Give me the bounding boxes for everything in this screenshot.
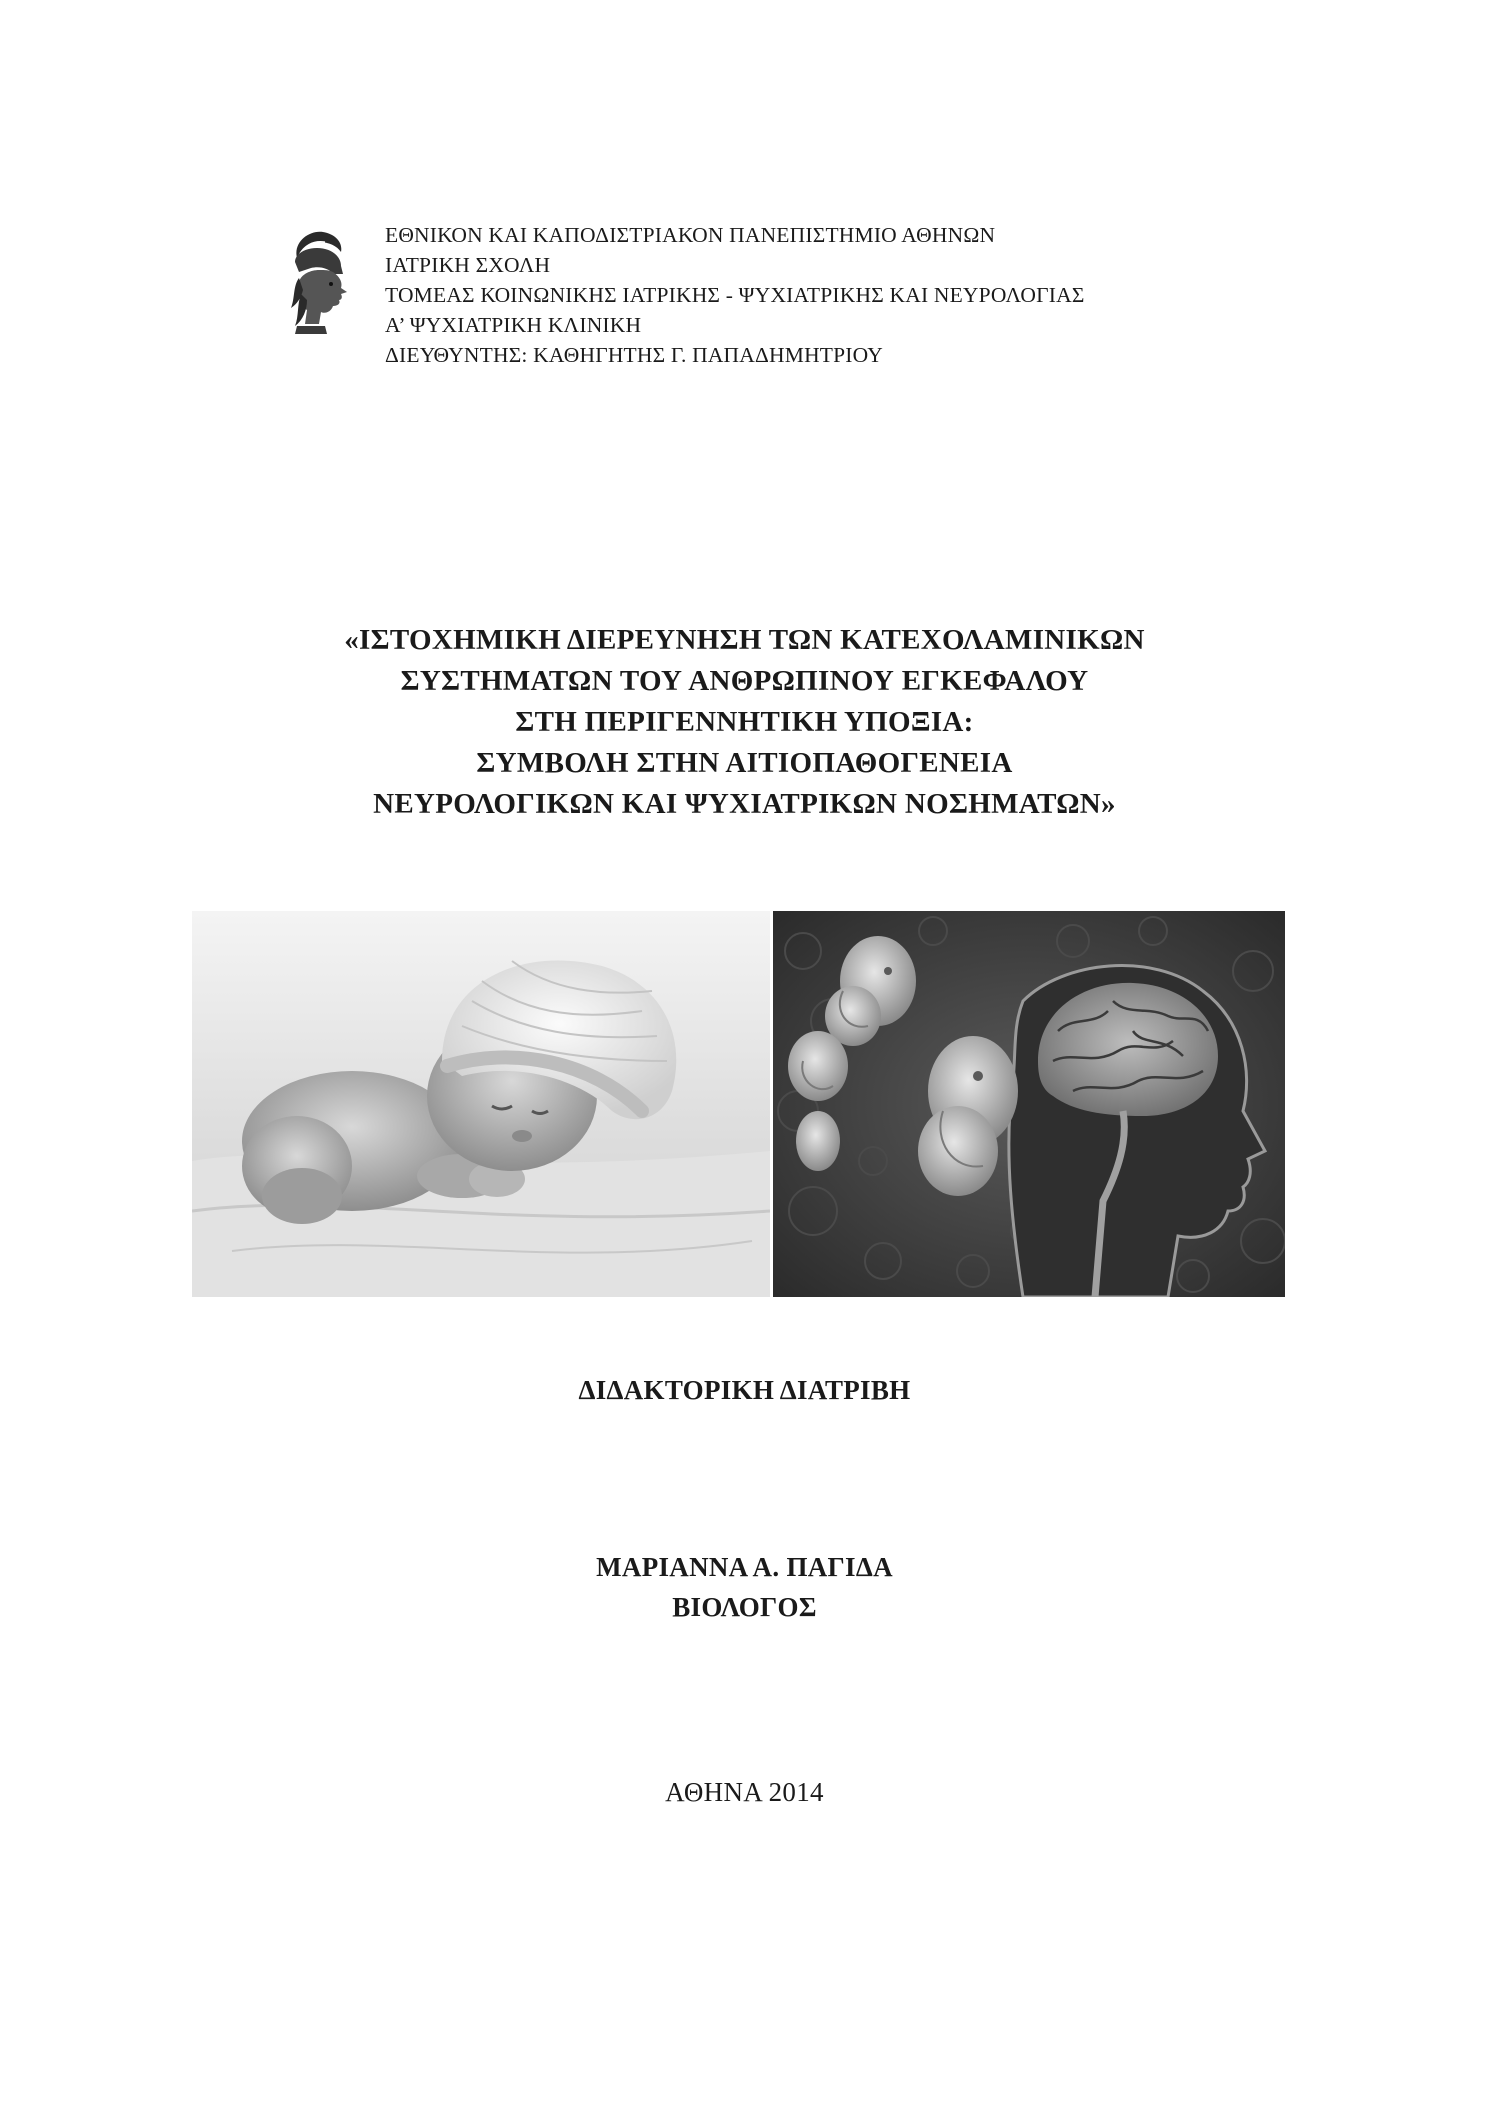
director-line: ΔΙΕΥΘΥΝΤΗΣ: ΚΑΘΗΓΗΤΗΣ Γ. ΠΑΠΑΔΗΜΗΤΡΙΟΥ [385,343,884,367]
university-name: ΕΘΝΙΚΟΝ ΚΑΙ ΚΑΠΟΔΙΣΤΡΙΑΚΟΝ ΠΑΝΕΠΙΣΤΗΜΙΟ ΑΘΗΝΩΝ [385,223,996,247]
author-name: ΜΑΡΙΑΝΝΑ Α. ΠΑΓΙΔΑ [596,1552,893,1582]
title-line: ΝΕΥΡΟΛΟΓΙΚΩΝ ΚΑΙ ΨΥΧΙΑΤΡΙΚΩΝ ΝΟΣΗΜΑΤΩΝ» [373,788,1116,820]
athena-head-logo-icon [283,228,355,336]
title-line: ΣΥΜΒΟΛΗ ΣΤΗΝ ΑΙΤΙΟΠΑΘΟΓΕΝΕΙΑ [476,747,1013,779]
title-line: ΣΤΗ ΠΕΡΙΓΕΝΝΗΤΙΚΗ ΥΠΟΞΙΑ: [515,706,974,738]
title-line: «ΙΣΤΟΧΗΜΙΚΗ ΔΙΕΡΕΥΝΗΣΗ ΤΩΝ ΚΑΤΕΧΟΛΑΜΙΝΙΚΩΝ [344,624,1145,656]
title-line: ΣΥΣΤΗΜΑΤΩΝ ΤΟΥ ΑΝΘΡΩΠΙΝΟΥ ΕΓΚΕΦΑΛΟΥ [400,665,1089,697]
department-name: ΤΟΜΕΑΣ ΚΟΙΝΩΝΙΚΗΣ ΙΑΤΡΙΚΗΣ - ΨΥΧΙΑΤΡΙΚΗΣ ΚΑΙ ΝΕΥΡΟΛΟΓΙΑΣ [385,283,1085,307]
author-profession: ΒΙΟΛΟΓΟΣ [672,1592,817,1622]
fetus-brain-illustration [773,911,1285,1297]
cover-images [192,911,1285,1297]
institution-header [385,220,1085,370]
thesis-type: ΔΙΔΑΚΤΟΡΙΚΗ ΔΙΑΤΡΙΒΗ [578,1375,911,1405]
school-name: ΙΑΤΡΙΚΗ ΣΧΟΛΗ [385,253,551,277]
clinic-name: Α’ ΨΥΧΙΑΤΡΙΚΗ ΚΛΙΝΙΚΗ [385,313,642,337]
thesis-title [0,620,1489,825]
place-year: ΑΘΗΝΑ 2014 [665,1777,824,1807]
sleeping-baby-photo [192,911,770,1297]
